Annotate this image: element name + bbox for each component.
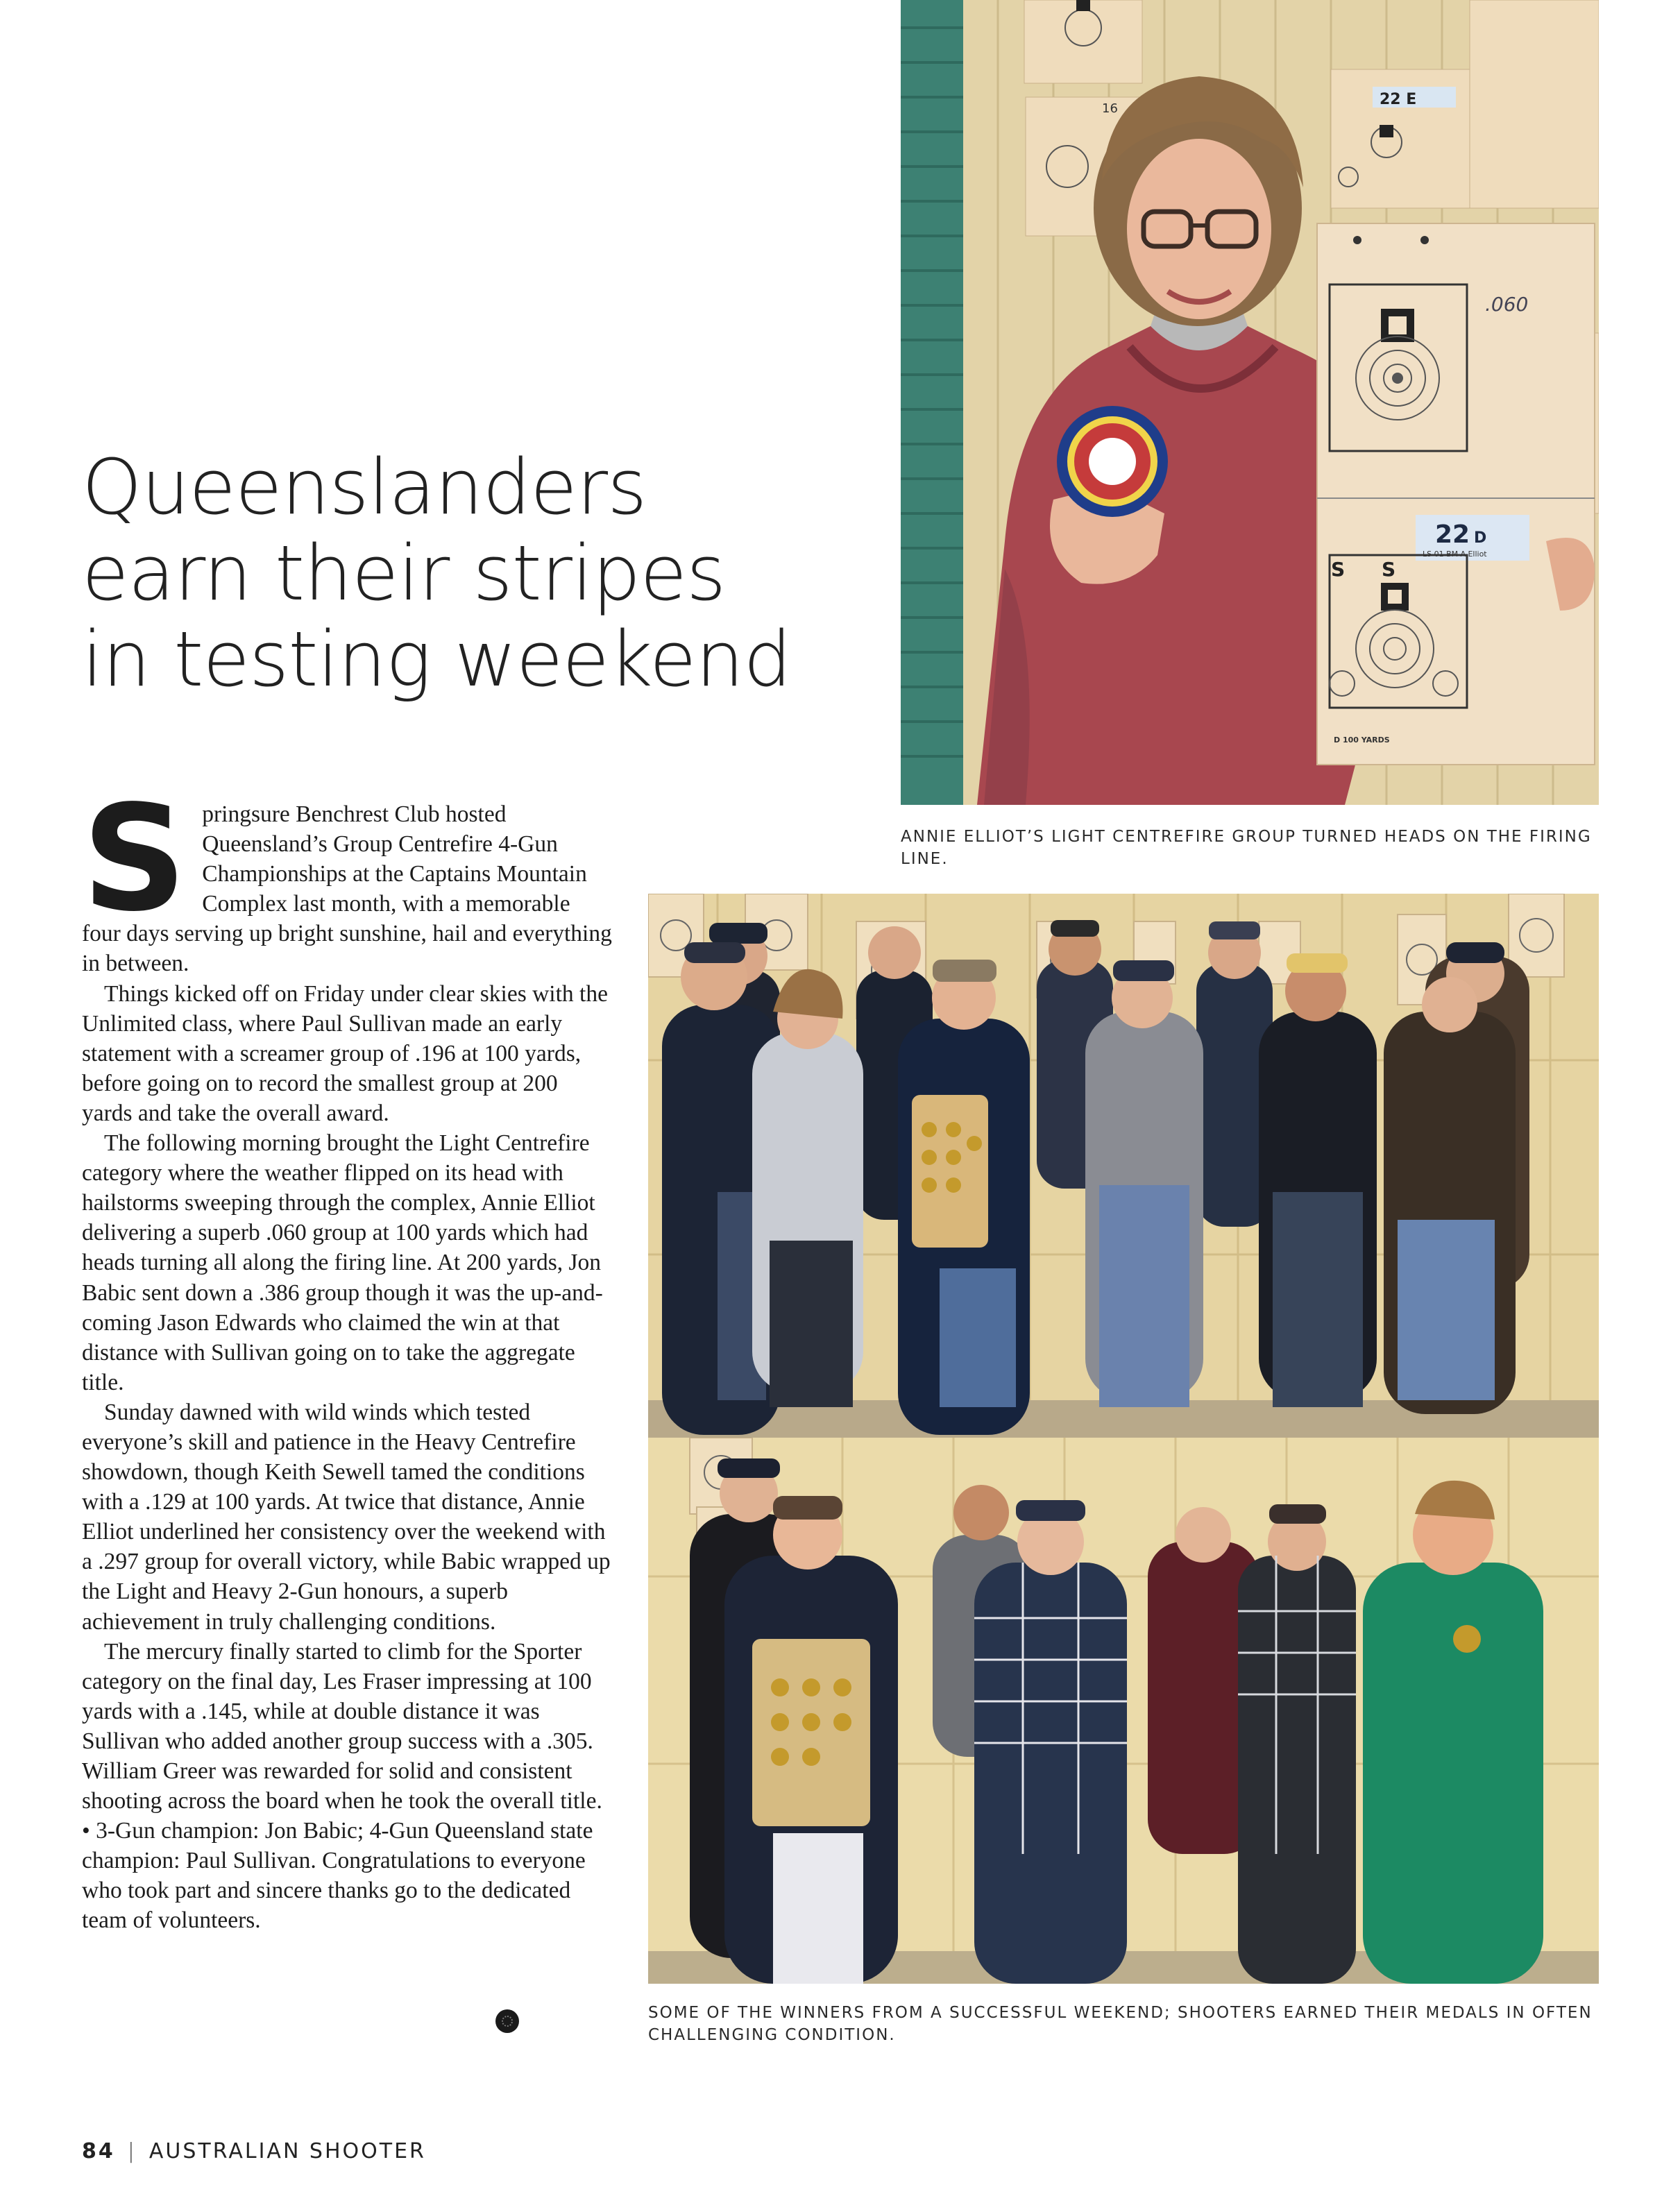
article-body xyxy=(82,774,613,1936)
target-footer-text: D 100 YARDS xyxy=(1334,735,1390,745)
bg-target-2-number: 16 xyxy=(1102,101,1118,116)
target-handwritten-score: .060 xyxy=(1485,293,1529,316)
photo-group-1-illustration xyxy=(648,894,1599,1438)
photo-group-winners-2 xyxy=(648,1438,1599,1984)
bg-target-1-number: 22 E xyxy=(1380,91,1417,108)
article-paragraph-4: Sunday dawned with wild winds which tested everyone’s skill and patience in the Heavy Centrefire showdown, though Keith Sewell tamed the conditions with a .129 at 100 yards. At twice that distance, Annie Elliot underlined her consistency over the weekend with a .297 group for overall victory, while Babic wrapped up the Light and Heavy 2-Gun honours, a superb achievement in truly challenging conditions. xyxy=(82,1399,611,1635)
article-paragraph-1-text: pringsure Benchrest Club hosted Queensland’s Group Centrefire 4-Gun Championships at the Captains Mountain Complex last month, with a memorable four days serving up bright sunshine, hail and everything in between. xyxy=(82,801,612,977)
photo-caption-annie: ANNIE ELLIOT’S LIGHT CENTREFIRE GROUP TURNED HEADS ON THE FIRING LINE. xyxy=(901,828,1592,868)
end-of-article-icon xyxy=(495,2009,519,2033)
headline-line-3: in testing weekend xyxy=(82,615,792,704)
target-s-right: S xyxy=(1382,558,1396,581)
photo-annie-elliot-with-target xyxy=(901,0,1599,805)
article-bullet-champions: • 3-Gun champion: Jon Babic; 4-Gun Queensland state champion: Paul Sullivan. Congratulations to everyone who took part and sincere thanks go to the dedicated team of volunteers. xyxy=(82,1818,593,1934)
photo-caption-group: SOME OF THE WINNERS FROM A SUCCESSFUL WEEKEND; SHOOTERS EARNED THEIR MEDALS IN OFTEN CHALLENGING CONDITION. xyxy=(648,2004,1593,2044)
target-lane-letter: D xyxy=(1474,529,1487,547)
target-s-left: S xyxy=(1331,558,1346,581)
target-lane-number: 22 xyxy=(1435,520,1470,549)
target-lane-name: LS 01 BM A.Elliot xyxy=(1423,550,1487,559)
article-paragraph-5: The mercury finally started to climb for the Sporter category on the final day, Les Fraser impressing at 100 yards with a .145, while at double distance it was Sullivan who added another group success with a .305. William Greer was rewarded for solid and consistent shooting across the board when he took the overall title. xyxy=(82,1638,602,1814)
page-footer xyxy=(82,2139,426,2163)
article-paragraph-1 xyxy=(82,774,613,979)
footer-separator: | xyxy=(127,2139,137,2163)
article-headline xyxy=(82,444,880,702)
article-paragraph-2: Things kicked off on Friday under clear skies with the Unlimited class, where Paul Sullivan made an early statement with a screamer group of .196 at 100 yards, before going on to record the smallest group at 200 yards and take the overall award. xyxy=(82,980,608,1126)
photo-group-2-illustration xyxy=(648,1438,1599,1984)
page-number: 84 xyxy=(82,2139,115,2163)
drop-cap: S xyxy=(82,774,185,944)
article-paragraph-3: The following morning brought the Light Centrefire category where the weather flipped on its head with hailstorms sweeping through the complex, Annie Elliot delivering a superb .060 group at 100 yards which had heads turning all along the firing line. At 200 yards, Jon Babic sent down a .386 group though it was the up-and-coming Jason Edwards who claimed the win at that distance with Sullivan going on to take the aggregate title. xyxy=(82,1130,603,1395)
headline-line-2: earn their stripes xyxy=(82,529,726,618)
photo-group-winners-1 xyxy=(648,894,1599,1438)
photo-annie-illustration xyxy=(901,0,1599,805)
headline-line-1: Queenslanders xyxy=(82,443,647,531)
publication-name: AUSTRALIAN SHOOTER xyxy=(149,2139,426,2163)
